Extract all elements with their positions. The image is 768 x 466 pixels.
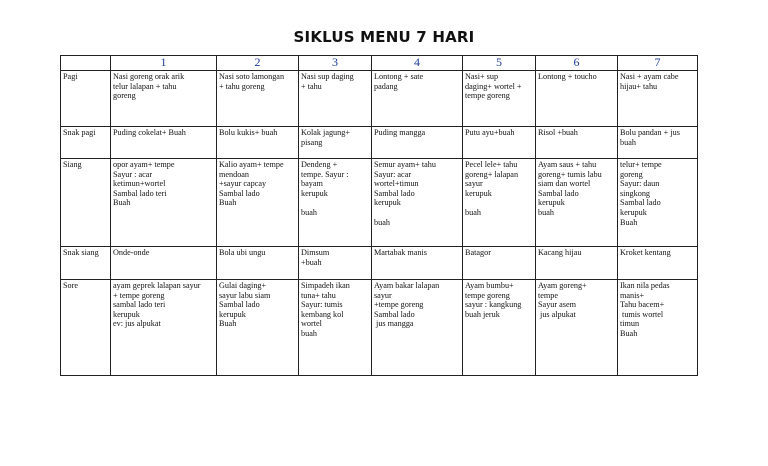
menu-item-line: Puding cokelat+ Buah	[113, 128, 186, 137]
row-label: Sore	[61, 280, 111, 376]
menu-cell	[299, 247, 372, 280]
menu-item-line: +sayur capcay	[219, 179, 267, 189]
menu-cell	[618, 247, 698, 280]
page-title: SIKLUS MENU 7 HARI	[293, 28, 475, 46]
menu-item-line: Sayur asem	[538, 300, 576, 310]
menu-item-line: kerupuk	[113, 309, 140, 319]
menu-item-line: Sayur : acar	[113, 169, 153, 179]
menu-cell	[217, 159, 299, 247]
menu-item-line: Dendeng +	[301, 160, 338, 169]
menu-item-line: wortel	[301, 319, 322, 329]
menu-item-line: kembang kol	[301, 309, 344, 319]
menu-cell	[536, 127, 618, 159]
row-snak-pagi	[61, 127, 698, 159]
menu-cell	[217, 127, 299, 159]
day-header: 7	[618, 56, 698, 71]
menu-item-line: buah	[374, 217, 390, 227]
blank-line	[301, 198, 369, 208]
menu-item-line: kerupuk	[538, 198, 565, 208]
menu-item-line: Buah	[113, 198, 131, 208]
menu-item-line: tempe goreng	[465, 91, 510, 101]
menu-cell	[463, 280, 536, 376]
menu-item-line: Sambal lado	[620, 198, 661, 208]
menu-item-line: Bolu pandan + jus	[620, 128, 680, 137]
menu-cell	[217, 71, 299, 127]
menu-item-line: singkong	[620, 188, 651, 198]
menu-item-line: siam dan wortel	[538, 179, 591, 189]
menu-item-line: buah	[301, 207, 317, 217]
header-corner-cell	[61, 56, 111, 71]
menu-item-line: Nasi + ayam cabe	[620, 72, 679, 81]
menu-item-line: Puding mangga	[374, 128, 426, 137]
row-siang	[61, 159, 698, 247]
menu-item-line: Sambal lado	[374, 188, 415, 198]
menu-item-line: Lontong + sate	[374, 72, 424, 81]
menu-item-line: sayur	[374, 290, 392, 300]
day-header: 5	[463, 56, 536, 71]
row-pagi	[61, 71, 698, 127]
menu-item-line: Nasi sup daging	[301, 72, 354, 81]
menu-cell	[299, 280, 372, 376]
menu-item-line: ketimun+wortel	[113, 179, 166, 189]
menu-item-line: Nasi+ sup	[465, 72, 499, 81]
menu-item-line: Buah	[620, 217, 638, 227]
menu-cell	[299, 71, 372, 127]
menu-cell	[111, 71, 217, 127]
menu-cell	[372, 280, 463, 376]
menu-cell	[372, 247, 463, 280]
menu-item-line: Ikan nila pedas	[620, 281, 670, 290]
menu-item-line: ayam geprek lalapan sayur	[113, 281, 201, 290]
menu-item-line: daging+ wortel +	[465, 81, 522, 91]
menu-cell	[463, 71, 536, 127]
menu-cell	[536, 159, 618, 247]
menu-cell	[372, 159, 463, 247]
menu-item-line: Gulai daging+	[219, 281, 267, 290]
menu-item-line: Nasi soto lamongan	[219, 72, 285, 81]
day-header: 1	[111, 56, 217, 71]
menu-item-line: jus mangga	[374, 319, 414, 329]
menu-cell	[111, 280, 217, 376]
menu-item-line: buah	[620, 137, 636, 147]
menu-item-line: timun	[620, 319, 640, 329]
menu-item-line: Semur ayam+ tahu	[374, 160, 436, 169]
menu-item-line: Sambal lado	[219, 300, 260, 310]
menu-item-line: +tempe goreng	[374, 300, 424, 310]
day-header: 4	[372, 56, 463, 71]
menu-item-line: +buah	[301, 257, 322, 267]
menu-table	[60, 55, 698, 376]
menu-cell	[618, 159, 698, 247]
menu-item-line: Sambal lado	[538, 188, 579, 198]
menu-item-line: Ayam bumbu+	[465, 281, 514, 290]
menu-item-line: Sayur: daun	[620, 179, 660, 189]
row-snak-siang	[61, 247, 698, 280]
menu-item-line: Putu ayu+buah	[465, 128, 515, 137]
menu-cell	[618, 71, 698, 127]
menu-item-line: hijau+ tahu	[620, 81, 658, 91]
row-label: Snak siang	[61, 247, 111, 280]
menu-item-line: Ayam bakar lalapan	[374, 281, 440, 290]
menu-item-line: buah	[301, 328, 317, 338]
menu-item-line: Martabak manis	[374, 248, 427, 257]
menu-item-line: buah	[465, 207, 481, 217]
menu-item-line: goreng+ tumis labu	[538, 169, 602, 179]
menu-item-line: telur+ tempe	[620, 160, 662, 169]
menu-item-line: Bolu kukis+ buah	[219, 128, 278, 137]
menu-item-line: kerupuk	[465, 188, 492, 198]
menu-item-line: Sambal lado	[219, 188, 260, 198]
menu-item-line: Buah	[620, 328, 638, 338]
menu-item-line: Ayam goreng+	[538, 281, 587, 290]
menu-item-line: buah	[538, 207, 554, 217]
blank-line	[465, 198, 533, 208]
menu-item-line: ev: jus alpukat	[113, 319, 161, 329]
menu-item-line: mendoan	[219, 169, 250, 179]
menu-item-line: Tahu bacem+	[620, 300, 665, 310]
menu-item-line: Batagor	[465, 248, 491, 257]
menu-cell	[111, 247, 217, 280]
menu-cell	[372, 71, 463, 127]
menu-item-line: jus alpukat	[538, 309, 576, 319]
menu-item-line: Buah	[219, 198, 237, 208]
menu-item-line: Sayur: acar	[374, 169, 412, 179]
row-label: Snak pagi	[61, 127, 111, 159]
menu-item-line: buah jeruk	[465, 309, 500, 319]
menu-item-line: kerupuk	[374, 198, 401, 208]
menu-item-line: Onde-onde	[113, 248, 150, 257]
menu-cell	[536, 247, 618, 280]
day-header: 6	[536, 56, 618, 71]
header-row	[61, 56, 698, 71]
menu-cell	[111, 127, 217, 159]
menu-item-line: goreng	[113, 91, 136, 101]
row-label: Siang	[61, 159, 111, 247]
menu-item-line: tempe. Sayur :	[301, 169, 349, 179]
menu-cell	[217, 280, 299, 376]
menu-cell	[217, 247, 299, 280]
menu-item-line: sambal lado teri	[113, 300, 166, 310]
menu-cell	[618, 127, 698, 159]
menu-item-line: sayur : kangkung	[465, 300, 522, 310]
menu-item-line: opor ayam+ tempe	[113, 160, 175, 169]
menu-item-line: Kroket kentang	[620, 248, 671, 257]
menu-item-line: Kalio ayam+ tempe	[219, 160, 284, 169]
menu-item-line: Risol +buah	[538, 128, 578, 137]
menu-item-line: Sambal lado	[374, 309, 415, 319]
menu-item-line: Nasi goreng orak arik	[113, 72, 185, 81]
menu-item-line: Pecel lele+ tahu	[465, 160, 518, 169]
menu-item-line: padang	[374, 81, 398, 91]
menu-cell	[463, 159, 536, 247]
menu-cell	[618, 280, 698, 376]
menu-cell	[463, 247, 536, 280]
menu-item-line: telur lalapan + tahu	[113, 81, 177, 91]
menu-item-line: Buah	[219, 319, 237, 329]
menu-item-line: pisang	[301, 137, 323, 147]
menu-item-line: kerupuk	[301, 188, 328, 198]
menu-item-line: + tahu	[301, 81, 322, 91]
menu-item-line: sayur	[465, 179, 483, 189]
menu-item-line: tuna+ tahu	[301, 290, 336, 300]
row-label: Pagi	[61, 71, 111, 127]
menu-item-line: wortel+timun	[374, 179, 419, 189]
menu-item-line: tempe	[538, 290, 559, 300]
menu-cell	[111, 159, 217, 247]
menu-item-line: Simpadeh ikan	[301, 281, 350, 290]
menu-item-line: Sambal lado teri	[113, 188, 167, 198]
menu-cell	[463, 127, 536, 159]
menu-item-line: sayur labu siam	[219, 290, 271, 300]
menu-item-line: goreng	[620, 169, 643, 179]
menu-item-line: tempe goreng	[465, 290, 510, 300]
menu-item-line: bayam	[301, 179, 323, 189]
row-sore	[61, 280, 698, 376]
menu-item-line: + tempe goreng	[113, 290, 165, 300]
menu-cell	[372, 127, 463, 159]
menu-cell	[299, 159, 372, 247]
menu-item-line: tumis wortel	[620, 309, 664, 319]
menu-item-line: Lontong + toucho	[538, 72, 597, 81]
menu-item-line: manis+	[620, 290, 645, 300]
menu-cell	[536, 71, 618, 127]
menu-item-line: + tahu goreng	[219, 81, 265, 91]
day-header: 3	[299, 56, 372, 71]
blank-line	[374, 208, 460, 218]
menu-item-line: Kacang hijau	[538, 248, 582, 257]
menu-item-line: kerupuk	[620, 207, 647, 217]
menu-item-line: Sayur: tumis	[301, 300, 343, 310]
menu-item-line: goreng+ lalapan	[465, 169, 519, 179]
menu-item-line: Bola ubi ungu	[219, 248, 266, 257]
menu-cell	[299, 127, 372, 159]
menu-cell	[536, 280, 618, 376]
day-header: 2	[217, 56, 299, 71]
menu-item-line: kerupuk	[219, 309, 246, 319]
menu-item-line: Dimsum	[301, 248, 330, 257]
menu-item-line: Ayam saus + tahu	[538, 160, 597, 169]
menu-item-line: Kolak jagung+	[301, 128, 350, 137]
